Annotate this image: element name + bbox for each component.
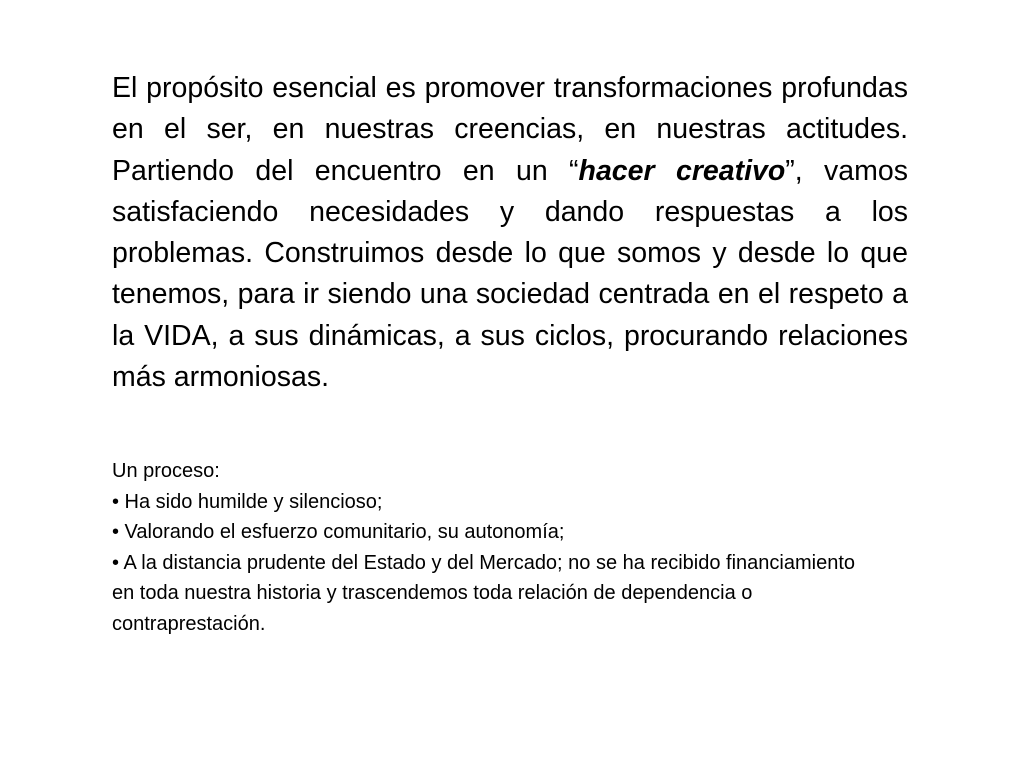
process-bullet-3: • A la distancia prudente del Estado y del Mercado; no se ha recibido financiamiento en toda nuestra historia y trascendemos toda relación de dependencia o contraprestación. — [112, 551, 856, 635]
process-section — [112, 456, 872, 639]
process-heading: Un proceso: — [112, 460, 220, 482]
emphasis-hacer-creativo: hacer creativo — [578, 154, 786, 187]
paragraph-text-before: El propósito esencial es promover transformaciones profundas en el ser, en nuestras creencias, en nuestras actitudes. Partiendo del encuentro en un “ — [112, 72, 908, 187]
process-bullet-2: • Valorando el esfuerzo comunitario, su autonomía; — [112, 521, 565, 543]
process-bullet-1: • Ha sido humilde y silencioso; — [112, 490, 383, 513]
main-paragraph — [112, 68, 908, 398]
paragraph-text-after: ”, vamos satisfaciendo necesidades y dando respuestas a los problemas. Construimos desde lo que somos y desde lo que tenemos, para ir siendo una sociedad centrada en el respeto a la VIDA, a sus dinámicas, a sus ciclos, procurando relaciones más armoniosas. — [112, 154, 909, 394]
